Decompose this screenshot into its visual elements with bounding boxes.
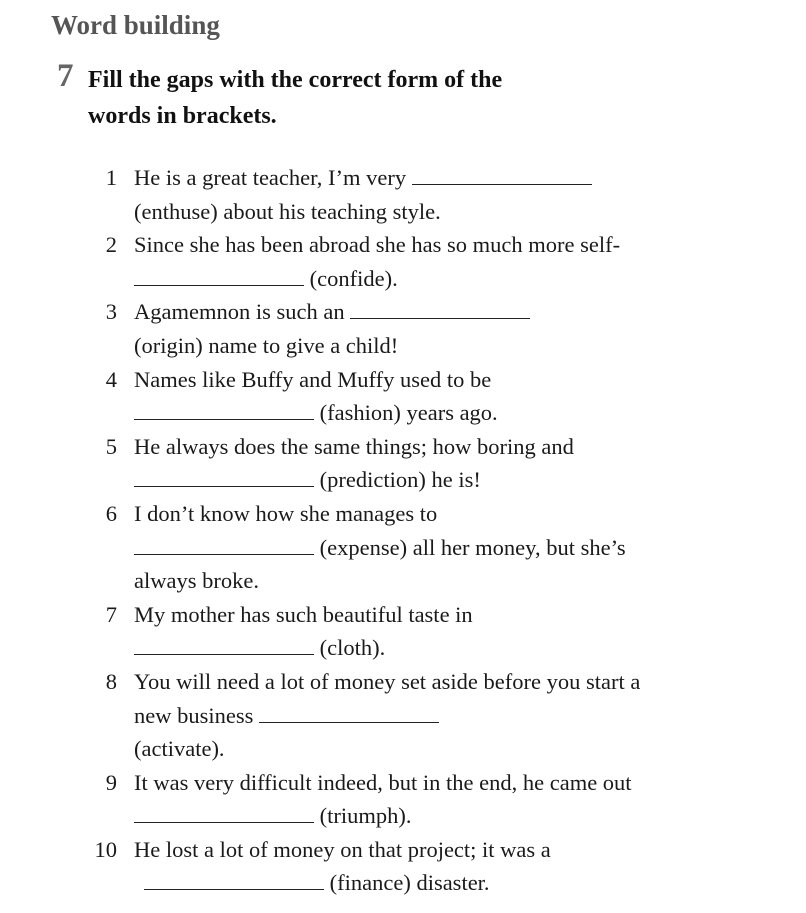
exercise-item-7 [0,598,644,665]
answer-gap[interactable] [134,269,304,286]
answer-gap[interactable] [134,538,314,555]
item-text-before: Names like Buffy and Muffy used to be [134,366,492,392]
item-text-after: (prediction) he is! [314,467,481,493]
item-text-before: He lost a lot of money on that project; it was a [134,836,551,862]
item-text-after: (enthuse) about his teaching style. [134,198,441,224]
item-number: 9 [105,769,117,795]
item-text-before: I don’t know how she manages to [134,500,438,526]
section-title: Word building [51,10,220,40]
exercise-item-10 [0,833,644,900]
item-number: 6 [105,500,117,526]
item-text-after: (origin) name to give a child! [134,332,399,358]
item-number: 2 [105,232,117,258]
item-text-before: It was very difficult indeed, but in the end, he came out [134,769,632,795]
answer-gap[interactable] [350,302,530,319]
item-text-before: My mother has such beautiful taste in [134,601,473,627]
answer-gap[interactable] [134,470,314,487]
exercise-item-2 [0,228,644,295]
instruction-line-1: Fill the gaps with the correct form of the [88,67,503,93]
item-text-after: (cloth). [314,635,386,661]
exercise-instruction [88,62,648,134]
item-text-before: He always does the same things; how boring and [134,433,574,459]
exercise-item-8 [0,665,644,766]
item-text-after: (expense) all her money, but she’s always broke. [134,534,626,594]
exercise-item-1 [0,161,644,228]
item-text-after: (activate). [134,736,225,762]
item-text-after: (finance) disaster. [324,870,490,896]
answer-gap[interactable] [259,706,439,723]
exercise-item-4 [0,363,644,430]
item-text-after: (triumph). [314,803,412,829]
item-number: 3 [105,299,117,325]
item-text-after: (fashion) years ago. [314,400,498,426]
exercise-item-3 [0,295,644,362]
answer-gap[interactable] [134,806,314,823]
instruction-line-2: words in brackets. [88,103,277,129]
answer-gap[interactable] [134,403,314,420]
item-number: 5 [105,433,117,459]
answer-gap[interactable] [134,638,314,655]
exercise-items [0,161,806,900]
item-number: 8 [105,668,117,694]
exercise-item-6 [0,497,644,598]
item-text-before: He is a great teacher, I’m very [134,165,412,190]
exercise-item-5 [0,430,644,497]
item-number: 4 [105,366,117,392]
item-text-before: Since she has been abroad she has so much more self- [134,232,621,258]
item-text-before: Agamemnon is such an [134,299,351,325]
item-text-before: You will need a lot of money set aside before you start a new business [134,668,641,728]
item-number: 10 [94,836,117,862]
answer-gap[interactable] [144,873,324,890]
item-number: 7 [105,601,117,627]
exercise-number: 7 [57,58,74,94]
exercise-item-9 [0,766,644,833]
item-number: 1 [105,165,117,190]
answer-gap[interactable] [412,168,592,185]
item-text-after: (confide). [304,265,398,291]
